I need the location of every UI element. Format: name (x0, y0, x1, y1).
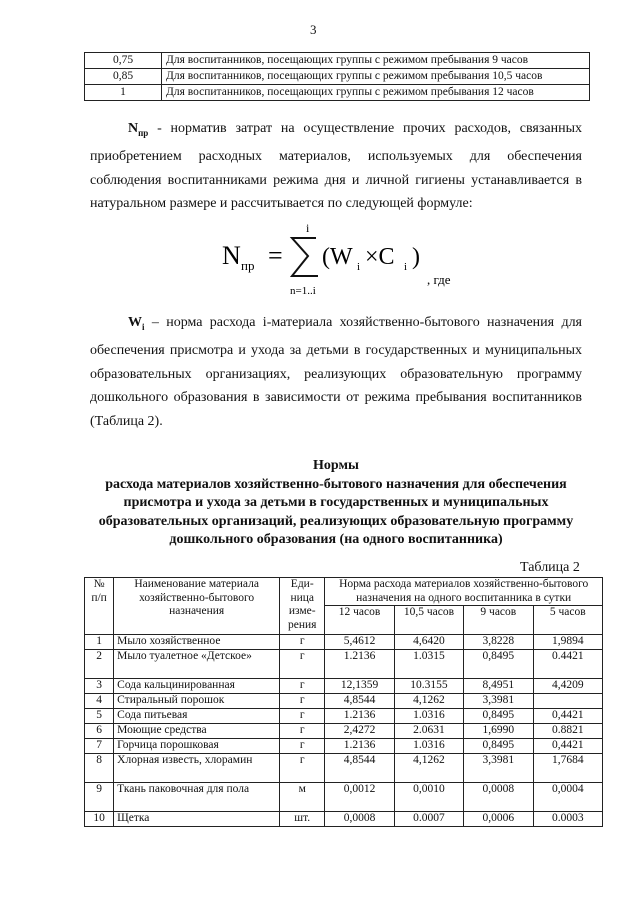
value-10-5h: 1.0316 (394, 709, 463, 724)
unit: г (280, 709, 325, 724)
coefficient-description: Для воспитанников, посещающих группы с режимом пребывания 10,5 часов (162, 69, 590, 85)
formula-c-sub: i (404, 261, 408, 273)
value-5h: 0.4421 (533, 650, 602, 679)
unit: г (280, 724, 325, 739)
value-9h: 0,8495 (464, 739, 533, 754)
value-5h: 1,7684 (533, 754, 602, 783)
coefficient-description: Для воспитанников, посещающих группы с режимом пребывания 12 часов (162, 85, 590, 101)
unit: г (280, 650, 325, 679)
unit: г (280, 635, 325, 650)
header-12h: 12 часов (325, 606, 394, 635)
value-9h: 0,8495 (464, 709, 533, 724)
unit: г (280, 694, 325, 709)
unit: м (280, 783, 325, 812)
material-name: Мыло туалетное «Детское» (114, 650, 280, 679)
value-9h: 3,3981 (464, 694, 533, 709)
table-row (85, 635, 603, 650)
unit: г (280, 739, 325, 754)
row-num: 6 (85, 724, 114, 739)
sum-upper-limit: i (306, 221, 310, 235)
header-9h: 9 часов (464, 606, 533, 635)
row-num: 2 (85, 650, 114, 679)
coefficient-description: Для воспитанников, посещающих группы с режимом пребывания 9 часов (162, 53, 590, 69)
table-row (85, 69, 590, 85)
formula-lhs: N (222, 241, 241, 270)
value-10-5h: 0.0007 (394, 812, 463, 827)
wi-definition: – норма расхода i-материала хозяйственно-бытового назначения для обеспечения присмотра и ухода за детьми в государственных и муниципальных образовательных организациях, реализующих образовательную программу дошкольного образования в зависимости от режима пребывания воспитанников (Таблица 2). (90, 315, 582, 429)
value-10-5h: 1.0316 (394, 739, 463, 754)
unit: шт. (280, 812, 325, 827)
formula-w-sub: i (357, 261, 361, 273)
row-num: 5 (85, 709, 114, 724)
table-row (85, 650, 603, 679)
value-10-5h: 0,0010 (394, 783, 463, 812)
header-name: Наименование материала хозяйственно-бытового назначения (114, 578, 280, 635)
table-row (85, 812, 603, 827)
header-10-5h: 10,5 часов (394, 606, 463, 635)
formula-times-c: ×C (365, 244, 395, 270)
table-row (85, 709, 603, 724)
material-name: Стиральный порошок (114, 694, 280, 709)
value-12h: 0,0012 (325, 783, 394, 812)
value-9h: 0,0008 (464, 783, 533, 812)
row-num: 7 (85, 739, 114, 754)
value-10-5h: 1.0315 (394, 650, 463, 679)
value-10-5h: 10.3155 (394, 679, 463, 694)
value-5h: 0.8821 (533, 724, 602, 739)
row-num: 1 (85, 635, 114, 650)
value-5h: 0,4421 (533, 709, 602, 724)
table-row (85, 724, 603, 739)
material-name: Мыло хозяйственное (114, 635, 280, 650)
table-row (85, 679, 603, 694)
value-9h: 0,8495 (464, 650, 533, 679)
value-12h: 0,0008 (325, 812, 394, 827)
value-10-5h: 4,6420 (394, 635, 463, 650)
coefficient-value: 1 (85, 85, 162, 101)
table-title (84, 457, 588, 550)
value-12h: 1.2136 (325, 650, 394, 679)
material-name: Щетка (114, 812, 280, 827)
npr-symbol: $N_{пр}$ (128, 121, 149, 138)
row-num: 8 (85, 754, 114, 783)
value-12h: 4,8544 (325, 694, 394, 709)
table-row (85, 85, 590, 101)
formula-lhs-sub: пр (241, 258, 255, 273)
value-12h: 4,8544 (325, 754, 394, 783)
table-row (85, 739, 603, 754)
coefficient-value: 0,75 (85, 53, 162, 69)
value-12h: 1.2136 (325, 739, 394, 754)
formula-w: (W (322, 244, 353, 270)
value-5h: 0,4421 (533, 739, 602, 754)
value-9h: 3,8228 (464, 635, 533, 650)
coefficient-table (84, 52, 590, 101)
table-row (85, 754, 603, 783)
value-9h: 1,6990 (464, 724, 533, 739)
norms-table (84, 577, 603, 827)
formula-suffix: , где (427, 272, 451, 287)
title-line-2: расхода материалов хозяйственно-бытового назначения для обеспечения присмотра и ухода за детьми в государственных и муниципальных образовательных организаций, реализующих образовательную программу дошкольного образования (на одного воспитанника) (98, 476, 574, 547)
formula-npr (222, 218, 482, 298)
value-12h: 1.2136 (325, 709, 394, 724)
value-9h: 0,0006 (464, 812, 533, 827)
title-line-1: Нормы (313, 458, 359, 473)
value-10-5h: 4,1262 (394, 754, 463, 783)
table-label: Таблица 2 (520, 560, 580, 575)
row-num: 4 (85, 694, 114, 709)
value-10-5h: 2.0631 (394, 724, 463, 739)
value-5h: 1,9894 (533, 635, 602, 650)
table-row (85, 53, 590, 69)
value-10-5h: 4,1262 (394, 694, 463, 709)
header-unit: Еди-ница изме-рения (280, 578, 325, 635)
row-num: 10 (85, 812, 114, 827)
npr-definition: - норматив затрат на осуществление прочих расходов, связанных приобретением расходных материалов, используемых для обеспечения соблюдения воспитанниками режима дня и личной гигиены устанавливается в натуральном размере и рассчитывается по следующей формуле: (90, 121, 582, 212)
value-5h: 0.0003 (533, 812, 602, 827)
table-row (85, 783, 603, 812)
coefficient-value: 0,85 (85, 69, 162, 85)
value-5h (533, 694, 602, 709)
page-number: 3 (310, 22, 317, 37)
value-9h: 8,4951 (464, 679, 533, 694)
formula-close: ) (412, 244, 420, 270)
unit: г (280, 679, 325, 694)
value-12h: 2,4272 (325, 724, 394, 739)
material-name: Ткань паковочная для пола (114, 783, 280, 812)
sum-icon (292, 238, 318, 276)
header-norm-group: Норма расхода материалов хозяйственно-бытового назначения на одного воспитанника в сутки (325, 578, 603, 606)
material-name: Моющие средства (114, 724, 280, 739)
material-name: Хлорная известь, хлорамин (114, 754, 280, 783)
value-12h: 5,4612 (325, 635, 394, 650)
unit: г (280, 754, 325, 783)
row-num: 9 (85, 783, 114, 812)
row-num: 3 (85, 679, 114, 694)
material-name: Сода кальцинированная (114, 679, 280, 694)
value-5h: 4,4209 (533, 679, 602, 694)
header-5h: 5 часов (533, 606, 602, 635)
sum-lower-limit: n=1..i (290, 285, 316, 297)
wi-symbol: $W_i$ (128, 315, 145, 332)
header-row (85, 578, 603, 606)
value-9h: 3,3981 (464, 754, 533, 783)
table-row (85, 694, 603, 709)
material-name: Сода питьевая (114, 709, 280, 724)
paragraph-wi (90, 311, 582, 433)
value-5h: 0,0004 (533, 783, 602, 812)
formula-equals: = (268, 241, 283, 270)
header-num: № п/п (85, 578, 114, 635)
material-name: Горчица порошковая (114, 739, 280, 754)
value-12h: 12,1359 (325, 679, 394, 694)
paragraph-npr (90, 117, 582, 216)
